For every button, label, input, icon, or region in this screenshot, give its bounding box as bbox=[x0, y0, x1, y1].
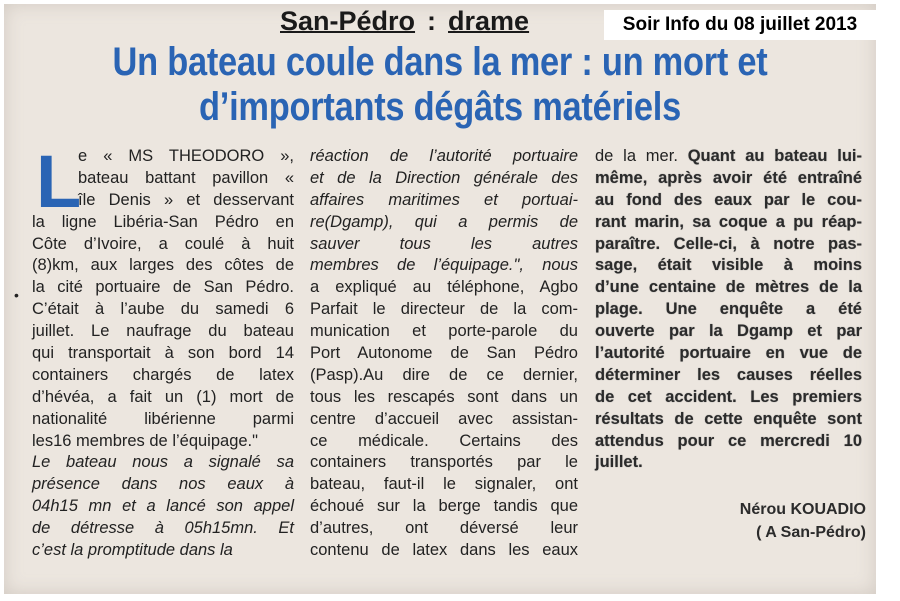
col3-line bbox=[595, 431, 862, 453]
col2-line: containers transportés par le bbox=[310, 453, 578, 472]
col1-line: la ligne Libéria-San Pédro en bbox=[32, 212, 294, 231]
headline bbox=[70, 40, 810, 130]
col1-line: Le bateau nous a signalé sa bbox=[32, 453, 294, 472]
col3-line-part: sage, était visible à moins bbox=[595, 256, 862, 275]
col1-line: (8)km, aux larges des côtes de bbox=[32, 256, 294, 275]
source-caption: Soir Info du 08 juillet 2013 bbox=[604, 10, 876, 40]
col1-line: C’était à l’aube du samedi 6 bbox=[32, 300, 294, 319]
col3-line-part: d’une centaine de mètres de la bbox=[595, 278, 862, 297]
col3-line-part: paraître. Celle-ci, à notre pas- bbox=[595, 234, 862, 253]
col1-line: qui transportait à son bord 14 bbox=[32, 344, 294, 363]
col1-line: e « MS THEODORO », bbox=[78, 147, 294, 165]
col3-line-part: l’autorité portuaire en vue de bbox=[595, 344, 862, 363]
col2-line: (Pasp).Au dire de ce dernier, bbox=[310, 365, 578, 384]
byline-location: ( A San-Pédro) bbox=[756, 524, 866, 541]
col3-line bbox=[595, 212, 862, 234]
byline bbox=[700, 498, 866, 544]
article-column-1 bbox=[32, 140, 294, 562]
col2-line: contenu de latex dans les eaux bbox=[310, 541, 578, 560]
col2-line: Parfait le directeur de la com- bbox=[310, 300, 578, 319]
col1-line: bateau battant pavillon « bbox=[78, 168, 294, 187]
headline-line-2: d’importants dégâts matériels bbox=[199, 85, 681, 129]
col3-line-part: rant marin, sa coque a pu réap- bbox=[595, 212, 862, 231]
col1-line: présence dans nos eaux à bbox=[32, 475, 294, 494]
col1-line: Côte d’Ivoire, a coulé à huit bbox=[32, 234, 294, 253]
col2-line: centre d’accueil avec assistan- bbox=[310, 409, 578, 428]
col3-line bbox=[595, 299, 862, 321]
col2-line: munication et porte-parole du bbox=[310, 322, 578, 341]
col3-line bbox=[595, 452, 862, 474]
col3-line-part: ouverte par la Dgamp et par bbox=[595, 322, 862, 341]
col1-line: containers chargés de latex bbox=[32, 365, 294, 384]
col3-line bbox=[595, 365, 862, 387]
drop-cap: L bbox=[36, 140, 82, 223]
col1-line: les16 membres de l’équipage." bbox=[32, 431, 258, 450]
col2-line: affaires maritimes et portuai- bbox=[310, 190, 578, 209]
col3-line bbox=[595, 387, 862, 409]
col2-line: échoué sur la berge tandis que bbox=[310, 497, 578, 516]
col3-line-part: Quant au bateau lui- bbox=[687, 147, 862, 165]
col2-line: Port Autonome de San Pédro bbox=[310, 344, 578, 363]
col2-line: réaction de l’autorité portuaire bbox=[310, 147, 578, 165]
bullet-mark: • bbox=[14, 287, 19, 303]
article-column-3 bbox=[595, 146, 862, 474]
col3-line bbox=[595, 321, 862, 343]
col1-line: île Denis » et desservant bbox=[78, 190, 294, 209]
article-column-2 bbox=[310, 146, 578, 562]
col1-line: la cité portuaire de San Pédro. bbox=[32, 278, 294, 297]
col3-line bbox=[595, 234, 862, 256]
rubric-place: San-Pédro bbox=[280, 6, 416, 36]
col3-line bbox=[595, 343, 862, 365]
col1-line: d’hévéa, a fait un (1) mort de bbox=[32, 387, 294, 406]
col2-line: et de la Direction générale des bbox=[310, 168, 578, 187]
col3-line-part: juillet. bbox=[595, 453, 643, 472]
col3-line bbox=[595, 190, 862, 212]
col3-line-part: même, après avoir été entraîné bbox=[595, 168, 862, 187]
rubric bbox=[280, 4, 598, 38]
col2-line: membres de l’équipage.", nous bbox=[310, 256, 578, 275]
col2-line: bateau, faut-il le signaler, ont bbox=[310, 475, 578, 494]
col3-line-part: attendus pour ce mercredi 10 bbox=[595, 431, 862, 450]
col3-line bbox=[595, 409, 862, 431]
col2-line: d’autres, ont déversé leur bbox=[310, 519, 578, 538]
col3-line bbox=[595, 255, 862, 277]
col3-line bbox=[595, 277, 862, 299]
col1-line: juillet. Le naufrage du bateau bbox=[32, 322, 294, 341]
col2-line: tous les rescapés sont dans un bbox=[310, 387, 578, 406]
col3-line-part: résultats de cette enquête sont bbox=[595, 409, 862, 428]
rubric-separator: : bbox=[427, 6, 437, 36]
col2-line: re(Dgamp), qui a permis de bbox=[310, 212, 578, 231]
col3-line-part: de la mer. bbox=[595, 147, 688, 165]
col3-line bbox=[595, 146, 862, 168]
col1-line: de détresse à 05h15mn. Et bbox=[32, 519, 294, 538]
col1-line: nationalité libérienne parmi bbox=[32, 409, 294, 428]
col2-line: a expliqué au téléphone, Agbo bbox=[310, 278, 578, 297]
headline-line-1: Un bateau coule dans la mer : un mort et bbox=[112, 40, 768, 84]
col1-line: c’est la promptitude dans la bbox=[32, 541, 233, 560]
col2-line: sauver tous les autres bbox=[310, 234, 578, 253]
col3-line-part: plage. Une enquête a été bbox=[595, 300, 862, 319]
col3-line-part: de cet accident. Les premiers bbox=[595, 387, 862, 406]
byline-author: Nérou KOUADIO bbox=[739, 501, 866, 518]
col3-line-part: au fond des eaux par le cou- bbox=[595, 190, 862, 209]
col2-line: ce médicale. Certains des bbox=[310, 431, 578, 450]
col1-line: 04h15 mn et a lancé son appel bbox=[32, 497, 294, 516]
col3-line-part: déterminer les causes réelles bbox=[595, 365, 862, 384]
rubric-kind: drame bbox=[448, 6, 530, 36]
col3-line bbox=[595, 168, 862, 190]
